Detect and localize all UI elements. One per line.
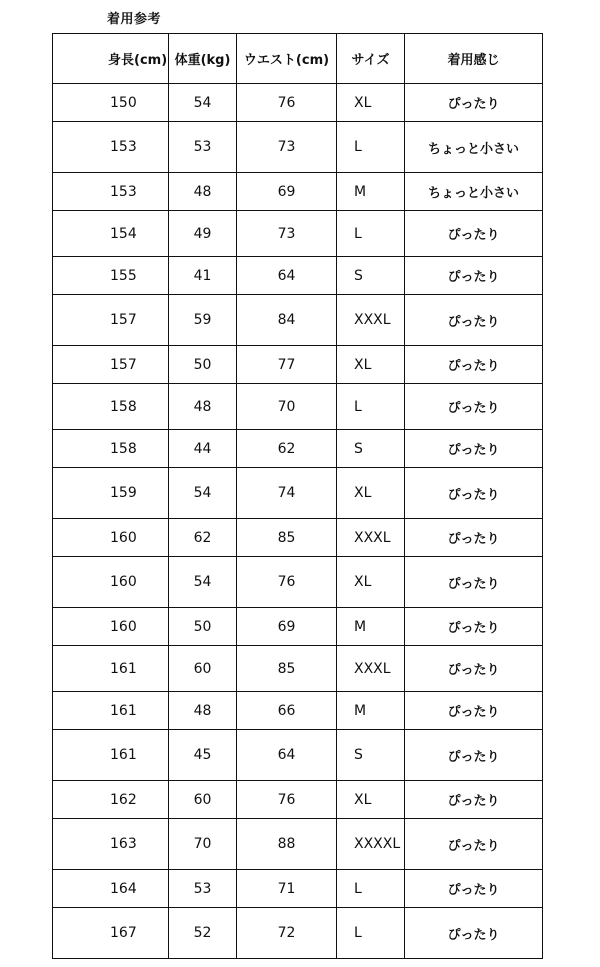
cell-weight: 41 [169,257,237,295]
cell-fit: ぴったり [405,870,543,908]
cell-size: L [337,211,405,257]
table-row [53,430,543,468]
cell-waist: 62 [237,430,337,468]
cell-size: S [337,730,405,781]
cell-waist: 66 [237,692,337,730]
cell-fit: ぴったり [405,468,543,519]
cell-height: 153 [53,173,169,211]
cell-fit: ちょっと小さい [405,122,543,173]
cell-size: XL [337,781,405,819]
cell-waist: 64 [237,257,337,295]
table-row [53,608,543,646]
cell-fit: ぴったり [405,692,543,730]
cell-size: L [337,870,405,908]
cell-size: XL [337,346,405,384]
cell-height: 150 [53,84,169,122]
cell-height: 163 [53,819,169,870]
cell-waist: 69 [237,173,337,211]
table-row [53,173,543,211]
cell-waist: 76 [237,781,337,819]
cell-weight: 54 [169,468,237,519]
table-row [53,84,543,122]
cell-weight: 53 [169,122,237,173]
cell-height: 154 [53,211,169,257]
cell-waist: 72 [237,908,337,959]
cell-waist: 73 [237,211,337,257]
cell-fit: ぴったり [405,257,543,295]
cell-weight: 54 [169,557,237,608]
cell-fit: ぴったり [405,730,543,781]
table-row [53,211,543,257]
table-row [53,122,543,173]
header-height: 身長(cm) [53,34,169,84]
cell-fit: ぴったり [405,430,543,468]
cell-weight: 48 [169,173,237,211]
cell-height: 160 [53,519,169,557]
cell-height: 155 [53,257,169,295]
cell-height: 161 [53,646,169,692]
table-row [53,468,543,519]
cell-height: 160 [53,608,169,646]
table-row [53,646,543,692]
cell-weight: 48 [169,384,237,430]
cell-size: XXXL [337,519,405,557]
cell-weight: 44 [169,430,237,468]
cell-waist: 77 [237,346,337,384]
cell-height: 158 [53,430,169,468]
cell-height: 160 [53,557,169,608]
cell-weight: 54 [169,84,237,122]
cell-height: 161 [53,730,169,781]
header-size: サイズ [337,34,405,84]
cell-weight: 59 [169,295,237,346]
cell-weight: 45 [169,730,237,781]
cell-size: XXXXL [337,819,405,870]
cell-weight: 50 [169,608,237,646]
table-row [53,781,543,819]
header-weight: 体重(kg) [169,34,237,84]
size-reference-table [52,33,543,959]
cell-waist: 76 [237,84,337,122]
cell-waist: 84 [237,295,337,346]
cell-weight: 62 [169,519,237,557]
cell-fit: ぴったり [405,211,543,257]
cell-fit: ぴったり [405,908,543,959]
cell-fit: ぴったり [405,295,543,346]
cell-height: 158 [53,384,169,430]
table-row [53,519,543,557]
cell-fit: ちょっと小さい [405,173,543,211]
cell-height: 167 [53,908,169,959]
cell-fit: ぴったり [405,84,543,122]
table-row [53,257,543,295]
cell-size: XL [337,84,405,122]
cell-height: 161 [53,692,169,730]
cell-height: 157 [53,346,169,384]
cell-weight: 49 [169,211,237,257]
cell-height: 153 [53,122,169,173]
header-fit: 着用感じ [405,34,543,84]
table-caption: 着用参考 [107,12,162,27]
table-row [53,384,543,430]
cell-height: 157 [53,295,169,346]
cell-height: 164 [53,870,169,908]
cell-size: S [337,430,405,468]
cell-fit: ぴったり [405,781,543,819]
header-row [53,34,543,84]
cell-weight: 70 [169,819,237,870]
cell-size: XXXL [337,295,405,346]
cell-weight: 60 [169,781,237,819]
header-waist: ウエスト(cm) [237,34,337,84]
cell-waist: 88 [237,819,337,870]
cell-waist: 69 [237,608,337,646]
table-row [53,295,543,346]
cell-fit: ぴったり [405,519,543,557]
cell-fit: ぴったり [405,384,543,430]
table-row [53,557,543,608]
cell-weight: 50 [169,346,237,384]
cell-height: 162 [53,781,169,819]
cell-waist: 85 [237,519,337,557]
cell-fit: ぴったり [405,557,543,608]
cell-size: S [337,257,405,295]
cell-size: M [337,608,405,646]
cell-waist: 76 [237,557,337,608]
cell-size: XL [337,557,405,608]
cell-fit: ぴったり [405,608,543,646]
cell-fit: ぴったり [405,646,543,692]
cell-waist: 85 [237,646,337,692]
cell-weight: 52 [169,908,237,959]
cell-size: XL [337,468,405,519]
cell-size: L [337,908,405,959]
cell-weight: 53 [169,870,237,908]
cell-waist: 71 [237,870,337,908]
cell-height: 159 [53,468,169,519]
cell-size: XXXL [337,646,405,692]
cell-size: L [337,384,405,430]
table-row [53,692,543,730]
cell-waist: 73 [237,122,337,173]
cell-size: M [337,173,405,211]
cell-weight: 60 [169,646,237,692]
table-row [53,730,543,781]
table-row [53,870,543,908]
table-row [53,908,543,959]
cell-fit: ぴったり [405,346,543,384]
table-row [53,819,543,870]
cell-waist: 64 [237,730,337,781]
cell-size: M [337,692,405,730]
cell-waist: 74 [237,468,337,519]
cell-weight: 48 [169,692,237,730]
table-row [53,346,543,384]
cell-fit: ぴったり [405,819,543,870]
cell-waist: 70 [237,384,337,430]
cell-size: L [337,122,405,173]
